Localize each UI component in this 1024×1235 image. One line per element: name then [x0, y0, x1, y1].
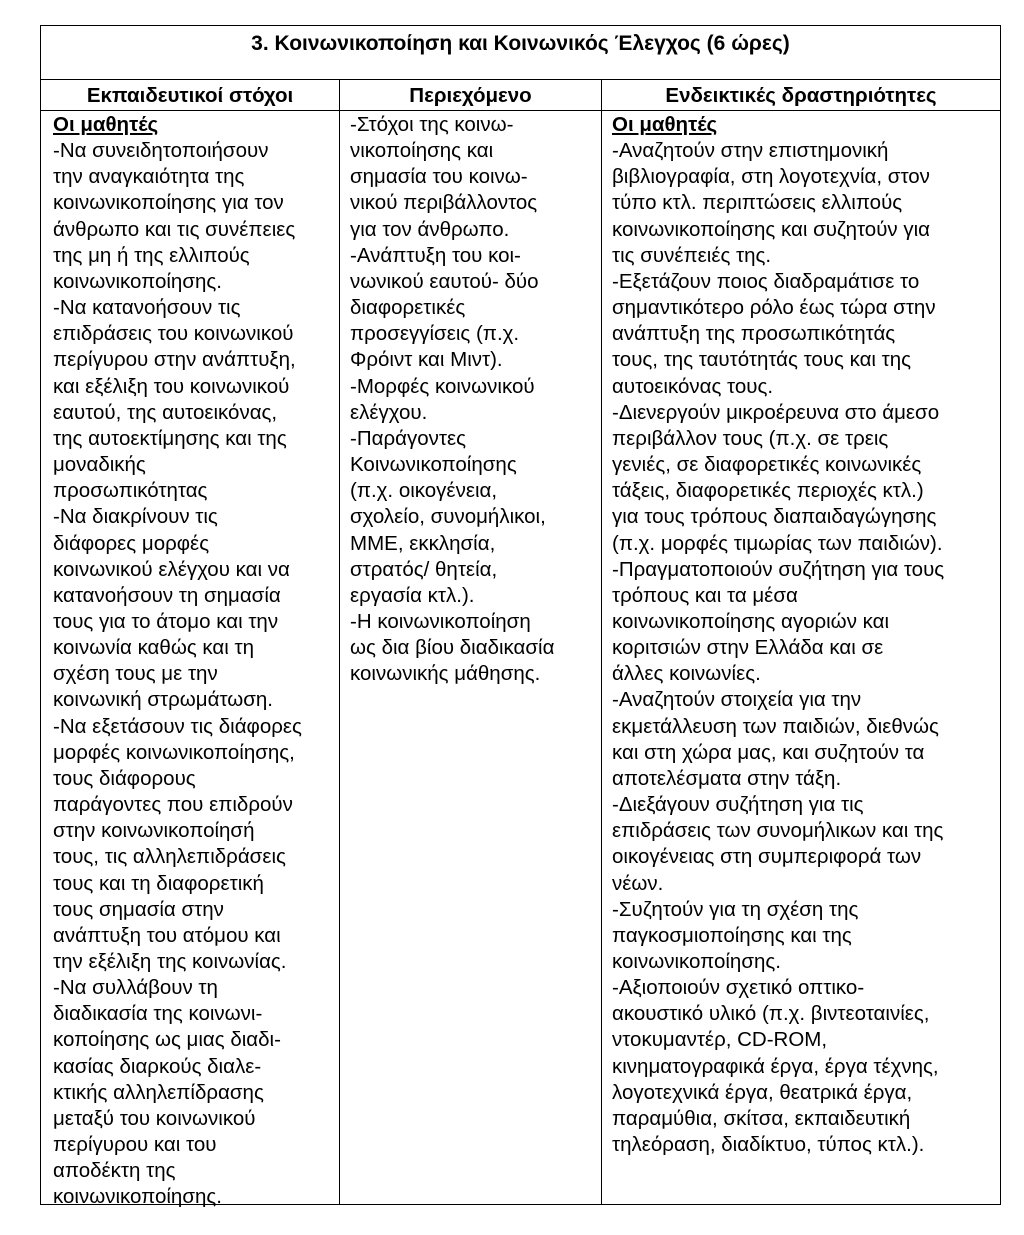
text-line: τους, της ταυτότητάς τους και της — [612, 348, 912, 372]
text-line: ελέγχου. — [350, 400, 428, 424]
table-title: 3. Κοινωνικοποίηση και Κοινωνικός Έλεγχος (6 ώρες) — [41, 26, 1000, 80]
text-line: -Να συνειδητοποιήσουν — [53, 139, 269, 163]
text-line: ντοκυμαντέρ, CD-ROM, — [612, 1028, 828, 1052]
text-line: -Να εξετάσουν τις διάφορες — [53, 714, 302, 738]
text-line: κοινωνικοποίησης αγοριών και — [612, 609, 890, 633]
text-line: -Διεξάγουν συζήτηση για τις — [612, 793, 864, 817]
text-line: αυτοεικόνας τους. — [612, 374, 774, 398]
text-line: προσεγγίσεις (π.χ. — [350, 322, 520, 346]
text-line: κτικής αλληλεπίδρασης — [53, 1080, 264, 1104]
text-line: Φρόιντ και Μιντ). — [350, 348, 503, 372]
column-body-objectives — [41, 111, 339, 1211]
text-line: για τους τρόπους διαπαιδαγώγησης — [612, 505, 937, 529]
activities-lines — [612, 138, 1000, 1158]
text-line: Κοινωνικοποίησης — [350, 453, 517, 477]
text-line: την εξέλιξη της κοινωνίας. — [53, 950, 287, 973]
text-line: -Στόχοι της κοινω- — [350, 113, 514, 136]
text-line: τρόπους και τα μέσα — [612, 583, 798, 607]
text-line: τάξεις, διαφορετικές περιοχές κτλ.) — [612, 479, 924, 503]
text-line: -Παράγοντες — [350, 426, 467, 450]
text-line: νικού περιβάλλοντος — [350, 191, 538, 215]
text-line: λογοτεχνικά έργα, θεατρικά έργα, — [612, 1080, 913, 1104]
content-lines — [350, 112, 601, 687]
text-line: γενιές, σε διαφορετικές κοινωνικές — [612, 453, 922, 477]
text-line: νέων. — [612, 871, 664, 895]
text-line: την αναγκαιότητα της — [53, 165, 245, 189]
text-line: -Μορφές κοινωνικού — [350, 374, 535, 398]
text-line: διάφορες μορφές — [53, 531, 210, 555]
text-line: και στη χώρα μας, και συζητούν τα — [612, 740, 925, 764]
text-line: -Ανάπτυξη του κοι- — [350, 243, 521, 267]
text-line: (π.χ. μορφές τιμωρίας των παιδιών). — [612, 531, 943, 555]
text-line: ανάπτυξη της προσωπικότητάς — [612, 322, 896, 346]
column-activities — [601, 80, 1000, 1204]
text-line: οικογένειας στη συμπεριφορά των — [612, 845, 922, 869]
text-line: -Διενεργούν μικροέρευνα στο άμεσο — [612, 400, 940, 424]
text-line: αποτελέσματα στην τάξη. — [612, 766, 842, 790]
students-lead: Οι μαθητές — [612, 113, 718, 136]
text-line: σχολείο, συνομήλικοι, — [350, 505, 546, 529]
text-line: διαδικασία της κοινωνι- — [53, 1002, 263, 1026]
text-line: -Να διακρίνουν τις — [53, 505, 218, 529]
text-line: κοριτσιών στην Ελλάδα και σε — [612, 636, 884, 660]
text-line: κοινωνία καθώς και τη — [53, 636, 254, 660]
text-line: εαυτού, της αυτοεικόνας, — [53, 400, 278, 424]
text-line: μορφές κοινωνικοποίησης, — [53, 740, 295, 764]
text-line: -Συζητούν για τη σχέση της — [612, 897, 859, 921]
text-line: κινηματογραφικά έργα, έργα τέχνης, — [612, 1054, 939, 1078]
text-line: κοινωνικής μάθησης. — [350, 662, 541, 686]
text-line: -Πραγματοποιούν συζήτηση για τους — [612, 557, 945, 581]
text-line: της μη ή της ελλιπούς — [53, 243, 250, 267]
text-line: -Η κοινωνικοποίηση — [350, 609, 531, 633]
text-line: μεταξύ του κοινωνικού — [53, 1106, 256, 1130]
students-lead: Οι μαθητές — [53, 113, 159, 136]
text-line: -Αναζητούν στοιχεία για την — [612, 688, 862, 712]
text-line: στην κοινωνικοποίησή — [53, 819, 255, 843]
text-line: κατανοήσουν τη σημασία — [53, 583, 281, 607]
text-line: ανάπτυξη του ατόμου και — [53, 923, 281, 947]
text-line: κοποίησης ως μιας διαδι- — [53, 1028, 281, 1052]
text-line: σημαντικότερο ρόλο έως τώρα στην — [612, 296, 936, 320]
column-objectives — [41, 80, 339, 1209]
text-line: αποδέκτη της — [53, 1159, 176, 1183]
text-line: -Εξετάζουν ποιος διαδραμάτισε το — [612, 269, 920, 293]
text-line: βιβλιογραφία, στη λογοτεχνία, στον — [612, 165, 930, 189]
text-line: ως δια βίου διαδικασία — [350, 636, 555, 660]
column-body-content — [340, 111, 601, 687]
text-line: -Αξιοποιούν σχετικό οπτικο- — [612, 976, 865, 1000]
text-line: σημασία του κοινω- — [350, 165, 528, 189]
text-line: παράγοντες που επιδρούν — [53, 793, 293, 817]
text-line: άλλες κοινωνίες. — [612, 662, 761, 686]
text-line: -Να συλλάβουν τη — [53, 976, 218, 1000]
text-line: ακουστικό υλικό (π.χ. βιντεοταινίες, — [612, 1002, 930, 1026]
text-line: σχέση τους με την — [53, 662, 218, 686]
text-line: της αυτοεκτίμησης και της — [53, 426, 287, 450]
text-line: τηλεόραση, διαδίκτυο, τύπος κτλ.). — [612, 1133, 925, 1157]
text-line: τους σημασία στην — [53, 897, 224, 921]
text-line: περίγυρου στην ανάπτυξη, — [53, 348, 296, 372]
text-line: εργασία κτλ.). — [350, 583, 475, 607]
text-line: τους για το άτομο και την — [53, 609, 279, 633]
text-line: ΜΜΕ, εκκλησία, — [350, 531, 496, 555]
text-line: επιδράσεις των συνομήλικων και της — [612, 819, 944, 843]
text-line: για τον άνθρωπο. — [350, 217, 510, 241]
column-header-objectives: Εκπαιδευτικοί στόχοι — [41, 80, 339, 111]
curriculum-table — [40, 25, 1001, 1209]
text-line: νωνικού εαυτού- δύο — [350, 269, 539, 293]
text-line: (π.χ. οικογένεια, — [350, 479, 498, 503]
objectives-lines — [53, 138, 339, 1210]
column-header-activities: Ενδεικτικές δραστηριότητες — [602, 80, 1000, 111]
column-body-activities — [602, 111, 1000, 1158]
text-line: -Να κατανοήσουν τις — [53, 296, 241, 320]
text-line: κοινωνικοποίησης. — [53, 269, 222, 293]
text-line: κοινωνικοποίησης. — [612, 950, 781, 973]
text-line: επιδράσεις του κοινωνικού — [53, 322, 294, 346]
text-line: εκμετάλλευση των παιδιών, διεθνώς — [612, 714, 939, 738]
text-line: και εξέλιξη του κοινωνικού — [53, 374, 290, 398]
text-line: διαφορετικές — [350, 296, 466, 320]
table-columns — [41, 80, 1000, 1209]
text-line: στρατός/ θητεία, — [350, 557, 498, 581]
text-line: κοινωνικοποίησης για τον — [53, 191, 284, 215]
text-line: περιβάλλον τους (π.χ. σε τρεις — [612, 426, 889, 450]
text-line: παραμύθια, σκίτσα, εκπαιδευτική — [612, 1106, 911, 1130]
text-line: νικοποίησης και — [350, 139, 494, 163]
text-line: κοινωνικοποίησης και συζητούν για — [612, 217, 931, 241]
text-line: κασίας διαρκούς διαλε- — [53, 1054, 262, 1078]
text-line: τύπο κτλ. περιπτώσεις ελλιπούς — [612, 191, 903, 215]
column-content — [339, 80, 601, 1204]
text-line: κοινωνικού ελέγχου και να — [53, 557, 290, 581]
text-line: κοινωνικοποίησης. — [53, 1185, 222, 1209]
text-line: παγκοσμιοποίησης και της — [612, 923, 852, 947]
column-header-content: Περιεχόμενο — [340, 80, 601, 111]
text-line: τους και τη διαφορετική — [53, 871, 264, 895]
text-line: τους διάφορους — [53, 766, 196, 790]
text-line: προσωπικότητας — [53, 479, 208, 503]
text-line: κοινωνική στρωμάτωση. — [53, 688, 274, 712]
text-line: μοναδικής — [53, 453, 146, 477]
text-line: τους, τις αλληλεπιδράσεις — [53, 845, 286, 869]
text-line: περίγυρου και του — [53, 1133, 217, 1157]
text-line: τις συνέπειές της. — [612, 243, 772, 267]
text-line: άνθρωπο και τις συνέπειες — [53, 217, 296, 241]
text-line: -Αναζητούν στην επιστημονική — [612, 139, 889, 163]
